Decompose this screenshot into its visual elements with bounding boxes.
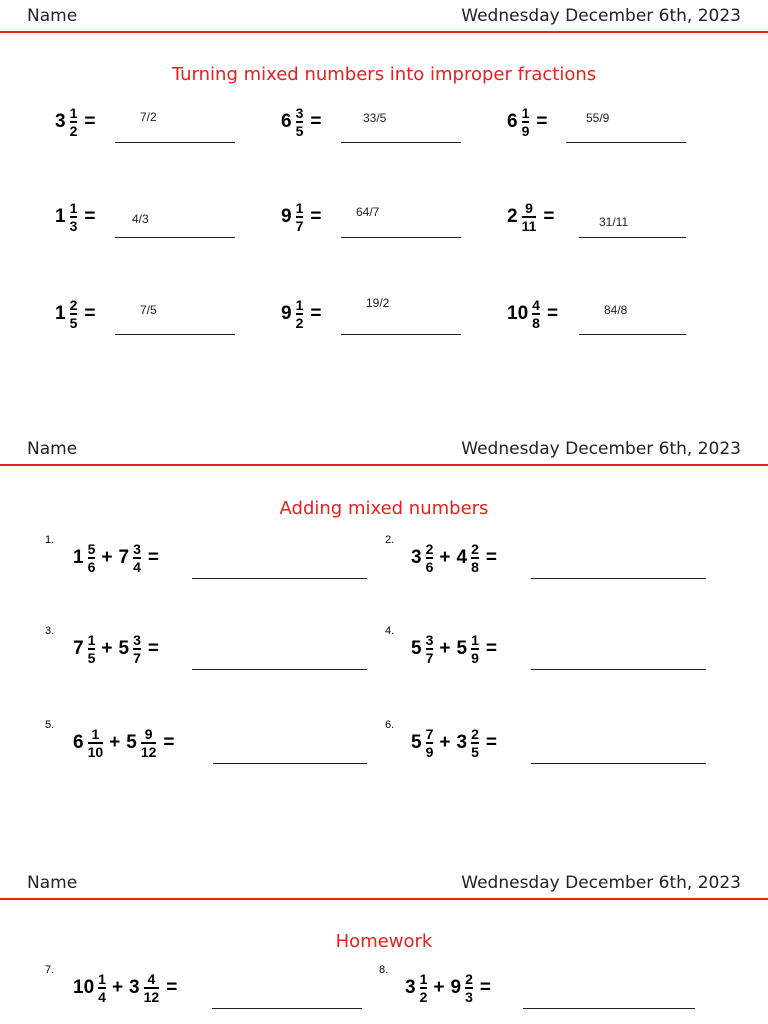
answer-line[interactable] [341, 142, 461, 143]
whole-part: 10 [73, 977, 95, 998]
answer-line[interactable] [115, 334, 235, 335]
section-title: Turning mixed numbers into improper fractions [171, 64, 597, 85]
answer-line[interactable] [115, 142, 235, 143]
whole-part: 2 [507, 206, 518, 227]
answer-line[interactable] [341, 237, 461, 238]
whole-part: 1 [55, 206, 66, 227]
numerator: 1 [98, 971, 106, 988]
addition-expression [411, 536, 497, 580]
section-title: Homework [335, 931, 433, 952]
answer-text: 7/2 [140, 110, 157, 124]
denominator: 8 [532, 314, 540, 331]
numerator: 2 [425, 541, 434, 558]
whole-part: 6 [507, 111, 518, 132]
numerator: 1 [471, 632, 479, 649]
denominator: 9 [521, 122, 530, 139]
denominator: 2 [69, 122, 78, 139]
answer-text: 84/8 [604, 303, 628, 317]
header-rule [0, 898, 768, 900]
addition-problem [0, 536, 768, 580]
plus-sign: + [109, 732, 121, 753]
denominator: 5 [87, 649, 96, 666]
fraction [133, 633, 141, 665]
denominator: 7 [295, 217, 304, 234]
whole-part: 9 [281, 303, 292, 324]
fraction [522, 201, 537, 233]
numerator: 5 [87, 541, 96, 558]
denominator: 2 [419, 988, 428, 1005]
whole-part: 3 [411, 547, 422, 568]
denominator: 9 [471, 649, 479, 666]
section-title: Adding mixed numbers [279, 498, 489, 519]
mixed-number [55, 292, 95, 336]
conversion-problem [0, 292, 768, 336]
fraction [471, 633, 479, 665]
fraction [88, 633, 96, 665]
problem-number: 8. [379, 964, 389, 976]
answer-text: 7/5 [140, 303, 157, 317]
numerator: 3 [133, 541, 141, 558]
fraction [88, 727, 104, 759]
problem-number: 5. [45, 719, 55, 731]
mixed-number [281, 292, 321, 336]
equals-sign: = [147, 638, 159, 659]
fraction [133, 542, 141, 574]
answer-text: 64/7 [356, 205, 380, 219]
equals-sign: = [485, 547, 497, 568]
denominator: 6 [425, 558, 434, 575]
whole-part: 10 [507, 303, 529, 324]
problem-number: 6. [385, 719, 395, 731]
problem-number: 3. [45, 625, 55, 637]
numerator: 1 [91, 726, 100, 743]
answer-line[interactable] [192, 669, 367, 670]
whole-part: 5 [126, 732, 137, 753]
whole-part: 3 [55, 111, 66, 132]
fraction [471, 727, 479, 759]
fraction [70, 201, 78, 233]
denominator: 5 [471, 743, 479, 760]
numerator: 7 [425, 726, 434, 743]
denominator: 4 [98, 988, 106, 1005]
fraction [141, 727, 157, 759]
numerator: 2 [471, 541, 479, 558]
worksheet-header [0, 0, 768, 34]
date-label: Wednesday December 6th, 2023 [461, 873, 741, 893]
addition-problem [0, 627, 768, 671]
mixed-number [55, 100, 95, 144]
mixed-number [55, 195, 95, 239]
whole-part: 6 [73, 732, 84, 753]
denominator: 6 [87, 558, 96, 575]
denominator: 5 [69, 314, 78, 331]
whole-part: 1 [73, 547, 84, 568]
header-rule [0, 464, 768, 466]
equals-sign: = [147, 547, 159, 568]
equals-sign: = [84, 303, 96, 324]
fraction [426, 633, 434, 665]
answer-line[interactable] [579, 237, 686, 238]
equals-sign: = [546, 303, 559, 324]
name-label: Name [27, 873, 78, 893]
equals-sign: = [543, 206, 555, 227]
conversion-problem [0, 100, 768, 144]
denominator: 10 [87, 743, 104, 760]
addition-expression [405, 966, 491, 1010]
answer-line[interactable] [531, 669, 706, 670]
equals-sign: = [485, 732, 497, 753]
fraction [426, 727, 434, 759]
worksheet-header [0, 867, 768, 901]
whole-part: 3 [129, 977, 140, 998]
problem-number: 4. [385, 625, 395, 637]
whole-part: 3 [405, 977, 416, 998]
equals-sign: = [310, 206, 322, 227]
worksheet-header [0, 433, 768, 467]
numerator: 1 [69, 200, 78, 217]
addition-expression [73, 966, 177, 1010]
numerator: 4 [532, 297, 540, 314]
mixed-number [281, 195, 321, 239]
whole-part: 7 [73, 638, 84, 659]
numerator: 2 [471, 726, 479, 743]
mixed-number [507, 195, 555, 239]
answer-text: 19/2 [366, 296, 390, 310]
numerator: 1 [521, 105, 530, 122]
answer-line[interactable] [213, 763, 367, 764]
denominator: 5 [295, 122, 304, 139]
equals-sign: = [485, 638, 497, 659]
answer-line[interactable] [579, 334, 686, 335]
header-rule [0, 31, 768, 33]
fraction [88, 542, 96, 574]
equals-sign: = [536, 111, 548, 132]
fraction [532, 298, 540, 330]
numerator: 2 [465, 971, 473, 988]
plus-sign: + [433, 977, 445, 998]
whole-part: 7 [118, 547, 130, 568]
answer-line[interactable] [192, 578, 367, 579]
addition-problem [0, 966, 768, 1010]
answer-line[interactable] [115, 237, 235, 238]
conversion-problem [0, 195, 768, 239]
denominator: 4 [133, 558, 141, 575]
plus-sign: + [111, 977, 124, 998]
equals-sign: = [310, 111, 322, 132]
fraction [98, 972, 106, 1004]
numerator: 9 [525, 200, 533, 217]
denominator: 7 [425, 649, 434, 666]
addition-problem [0, 721, 768, 765]
fraction [420, 972, 428, 1004]
problem-number: 1. [45, 534, 55, 546]
whole-part: 5 [456, 638, 468, 659]
name-label: Name [27, 6, 78, 26]
fraction [522, 106, 530, 138]
answer-line[interactable] [212, 1008, 362, 1009]
numerator: 1 [295, 297, 304, 314]
denominator: 11 [521, 217, 537, 234]
denominator: 3 [69, 217, 78, 234]
answer-text: 4/3 [132, 212, 149, 226]
plus-sign: + [101, 547, 113, 568]
answer-text: 33/5 [363, 111, 387, 125]
date-label: Wednesday December 6th, 2023 [461, 439, 741, 459]
answer-text: 31/11 [599, 215, 629, 229]
answer-line[interactable] [341, 334, 461, 335]
fraction [296, 298, 304, 330]
denominator: 12 [143, 988, 160, 1005]
denominator: 7 [133, 649, 141, 666]
whole-part: 3 [456, 732, 468, 753]
addition-expression [73, 536, 159, 580]
whole-part: 6 [281, 111, 292, 132]
answer-line[interactable] [531, 578, 706, 579]
plus-sign: + [439, 638, 451, 659]
addition-expression [73, 721, 175, 765]
whole-part: 9 [450, 977, 462, 998]
mixed-number [281, 100, 321, 144]
fraction [144, 972, 160, 1004]
plus-sign: + [439, 547, 451, 568]
numerator: 3 [133, 632, 141, 649]
equals-sign: = [163, 732, 175, 753]
problem-number: 2. [385, 534, 395, 546]
denominator: 12 [140, 743, 157, 760]
whole-part: 5 [411, 638, 422, 659]
numerator: 3 [425, 632, 434, 649]
answer-line[interactable] [531, 763, 706, 764]
fraction [296, 106, 304, 138]
answer-line[interactable] [523, 1008, 695, 1009]
whole-part: 9 [281, 206, 292, 227]
problem-number: 7. [45, 964, 55, 976]
fraction [465, 972, 473, 1004]
mixed-number [507, 100, 547, 144]
denominator: 8 [471, 558, 479, 575]
fraction [426, 542, 434, 574]
fraction [70, 106, 78, 138]
whole-part: 5 [411, 732, 422, 753]
numerator: 1 [69, 105, 78, 122]
addition-expression [411, 721, 497, 765]
denominator: 2 [295, 314, 304, 331]
mixed-number [507, 292, 558, 336]
plus-sign: + [439, 732, 451, 753]
whole-part: 5 [118, 638, 130, 659]
numerator: 4 [147, 971, 156, 988]
equals-sign: = [84, 206, 96, 227]
name-label: Name [27, 439, 78, 459]
fraction [70, 298, 78, 330]
denominator: 3 [465, 988, 473, 1005]
equals-sign: = [310, 303, 322, 324]
numerator: 1 [295, 200, 304, 217]
answer-text: 55/9 [586, 111, 610, 125]
fraction [296, 201, 304, 233]
numerator: 9 [144, 726, 153, 743]
equals-sign: = [166, 977, 178, 998]
answer-line[interactable] [566, 142, 686, 143]
date-label: Wednesday December 6th, 2023 [461, 6, 741, 26]
addition-expression [411, 627, 497, 671]
numerator: 3 [295, 105, 304, 122]
denominator: 9 [425, 743, 434, 760]
whole-part: 4 [456, 547, 468, 568]
equals-sign: = [479, 977, 491, 998]
addition-expression [73, 627, 159, 671]
whole-part: 1 [55, 303, 66, 324]
fraction [471, 542, 479, 574]
numerator: 1 [87, 632, 96, 649]
plus-sign: + [101, 638, 113, 659]
equals-sign: = [84, 111, 96, 132]
numerator: 1 [419, 971, 428, 988]
numerator: 2 [69, 297, 78, 314]
